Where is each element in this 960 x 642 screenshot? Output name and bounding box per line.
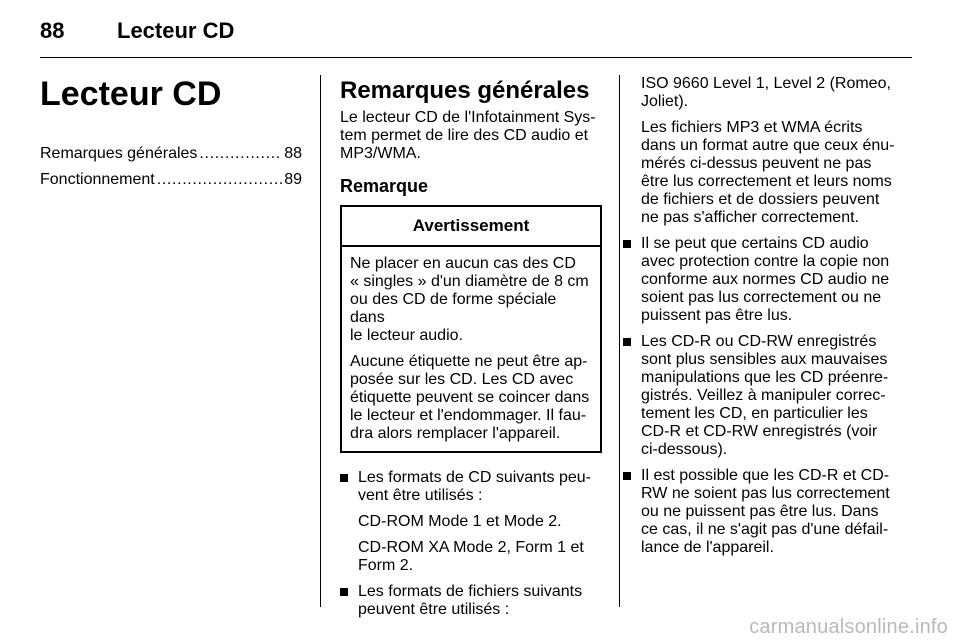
text-line: le lecteur et l'endommager. Il fau-	[350, 407, 587, 424]
text-line: Il est possible que les CD-R et CD-	[641, 467, 890, 484]
bullet-list	[340, 583, 602, 619]
toc-leader-dots	[157, 171, 282, 189]
text-line: Ne placer en aucun cas des CD	[350, 255, 576, 272]
text-line: Aucune étiquette ne peut être ap-	[350, 353, 588, 370]
remark-heading: Remarque	[340, 176, 429, 196]
chapter-title: Lecteur CD	[40, 75, 222, 113]
text-line: Le lecteur CD de l'Infotainment Sys-	[340, 109, 596, 126]
text-line: soient pas lus correctement ou ne	[641, 289, 882, 306]
toc-leader-dots	[199, 145, 282, 163]
header-rule	[40, 57, 912, 58]
text-line: posée sur les CD. Les CD avec	[350, 371, 574, 388]
bullet-square-icon	[340, 588, 348, 596]
warning-body	[342, 247, 600, 443]
text-line: étiquette peuvent se coincer dans	[350, 389, 590, 406]
column-file-formats	[623, 75, 910, 565]
text-line: RW ne soient pas lus correctement	[641, 485, 890, 502]
text-line: gistrés. Veillez à manipuler correc-	[641, 387, 886, 404]
text-line: MP3/WMA.	[340, 145, 421, 162]
text-line: de fichiers et de dossiers peuvent	[641, 191, 880, 208]
text-line: sont plus sensibles aux mauvaises	[641, 351, 888, 368]
text-line: Il se peut que certains CD audio	[641, 235, 869, 252]
list-item	[623, 235, 910, 325]
text-line: tement les CD, en particulier les	[641, 405, 868, 422]
text-line: Form 2.	[358, 557, 414, 574]
text-line: ou ne puissent pas être lus. Dans	[641, 503, 879, 520]
toc-entry-remarques[interactable]	[40, 145, 302, 163]
warning-title: Avertissement	[342, 207, 600, 247]
mp3-paragraph	[623, 119, 910, 227]
text-line: Les formats de CD suivants peu-	[358, 469, 591, 486]
toc-page: 88	[284, 145, 302, 162]
column-divider-left	[320, 75, 321, 607]
toc-label: Remarques générales	[40, 145, 198, 162]
text-line: le lecteur audio.	[350, 327, 463, 344]
toc-label: Fonctionnement	[40, 171, 155, 188]
list-item	[340, 583, 602, 619]
toc-entry-fonctionnement[interactable]	[40, 171, 302, 189]
warning-paragraph	[350, 255, 592, 345]
list-item	[340, 469, 602, 505]
format-item: CD-ROM Mode 1 et Mode 2.	[358, 513, 562, 530]
intro-paragraph	[340, 109, 602, 163]
column-divider-right	[619, 75, 620, 607]
warning-paragraph	[350, 353, 592, 443]
text-line: vent être utilisés :	[358, 487, 483, 504]
text-line: ne pas s'afficher correctement.	[641, 209, 859, 226]
text-line: être lus correctement et leurs noms	[641, 173, 892, 190]
page-number: 88	[40, 18, 65, 43]
toc-page: 89	[284, 171, 302, 188]
text-line: manipulations que les CD préenre-	[641, 369, 889, 386]
list-item	[623, 467, 910, 557]
bullet-square-icon	[623, 338, 631, 346]
text-line: dans un format autre que ceux énu-	[641, 137, 895, 154]
text-line: lance de l'appareil.	[641, 539, 774, 556]
section-title: Remarques générales	[340, 77, 590, 104]
text-line: Les fichiers MP3 et WMA écrits	[641, 119, 863, 136]
bullet-square-icon	[623, 472, 631, 480]
text-line: peuvent être utilisés :	[358, 601, 510, 618]
text-line: dra alors remplacer l'appareil.	[350, 425, 561, 442]
text-line: ISO 9660 Level 1, Level 2 (Romeo,	[641, 75, 891, 92]
format-item	[623, 75, 910, 111]
bullet-list	[340, 469, 602, 505]
text-line: CD-ROM XA Mode 2, Form 1 et	[358, 539, 584, 556]
text-line: avec protection contre la copie non	[641, 253, 890, 270]
bullet-square-icon	[340, 474, 348, 482]
watermark: carmanualsonline.info	[749, 616, 948, 638]
running-title: Lecteur CD	[117, 18, 235, 43]
text-line: « singles » d'un diamètre de 8 cm	[350, 273, 589, 290]
bullet-square-icon	[623, 240, 631, 248]
text-line: mérés ci-dessus peuvent ne pas	[641, 155, 872, 172]
format-item	[340, 539, 602, 575]
list-item	[623, 333, 910, 459]
text-line: Les CD-R ou CD-RW enregistrés	[641, 333, 877, 350]
text-line: CD-R et CD-RW enregistrés (voir	[641, 423, 878, 440]
text-line: Joliet).	[641, 93, 689, 110]
warning-box	[340, 205, 602, 453]
text-line: puissent pas être lus.	[641, 307, 793, 324]
text-line: tem permet de lire des CD audio et	[340, 127, 589, 144]
bullet-list	[623, 235, 910, 557]
text-line: ou des CD de forme spéciale dans	[350, 291, 557, 326]
text-line: ci-dessous).	[641, 441, 728, 458]
text-line: conforme aux normes CD audio ne	[641, 271, 890, 288]
text-line: ce cas, il ne s'agit pas d'une défail-	[641, 521, 889, 538]
text-line: Les formats de fichiers suivants	[358, 583, 583, 600]
column-general-remarks	[340, 75, 602, 627]
column-contents	[40, 75, 302, 197]
